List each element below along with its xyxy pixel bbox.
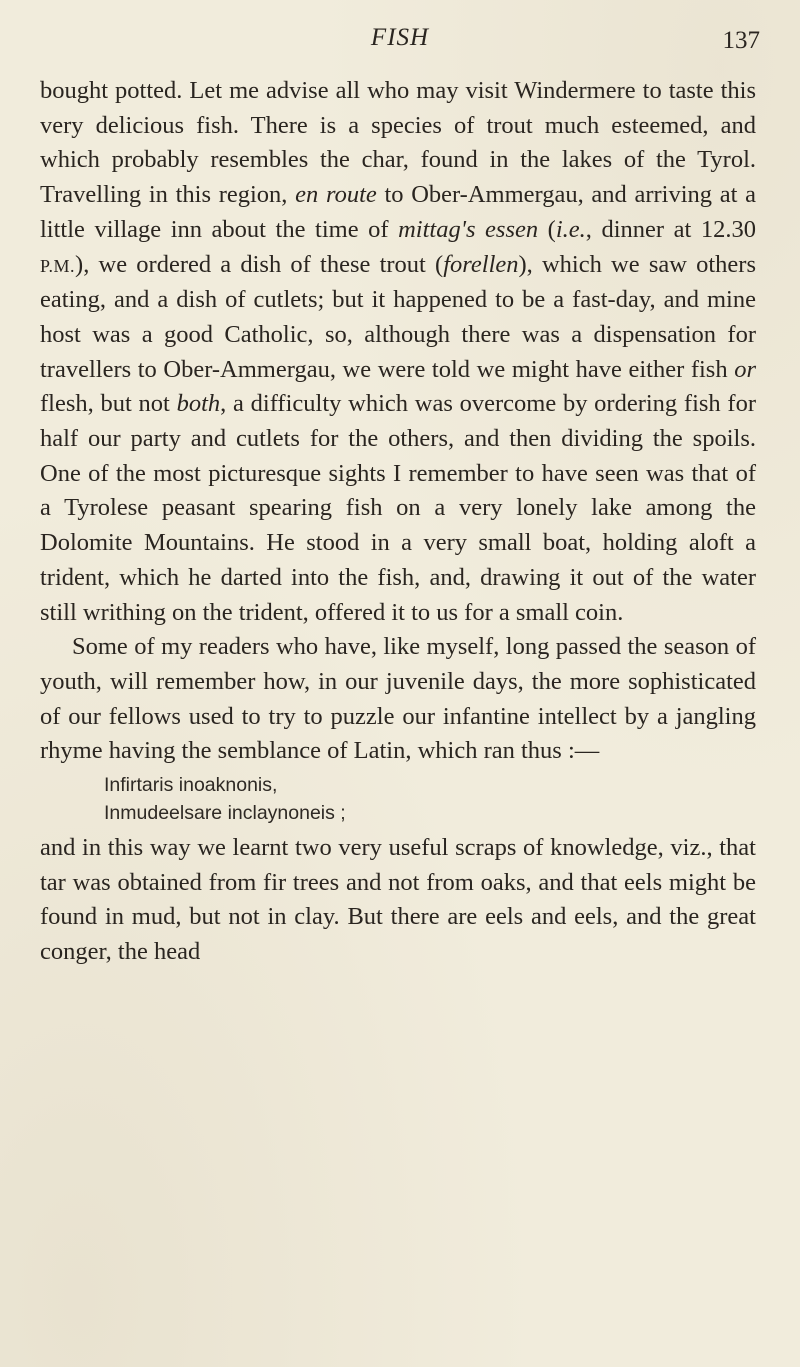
paragraph-eels: and in this way we learnt two very useful scraps of knowledge, viz., that tar was obtained from fir trees and not from oaks, and that eels might be found in mud, but not in clay. But there are eels and eels, and the great conger, the head	[40, 834, 756, 966]
page-number: 137	[722, 27, 760, 54]
verse-line: Infirtaris inoaknonis,	[104, 774, 278, 797]
paragraph-rhyme-intro: Some of my readers who have, like myself, long passed the season of youth, will remember how, in our juvenile days, the more sophisticated of our fellows used to try to puzzle our infantine intellect by a jangling rhyme having the semblance of Latin, which ran thus :—	[40, 633, 756, 765]
running-head-title: FISH	[370, 24, 430, 51]
paragraph-trout: bought potted. Let me advise all who may visit Windermere to taste this very delicious fish. There is a species of trout much esteemed, and which probably resembles the char, found in the lakes of the Tyrol. Travelling in this region, en route to Ober-Ammergau, and arriving at a little village inn about the time of mittag's essen (i.e., dinner at 12.30 P.M.), we ordered a dish of these trout (forellen), which we saw others eating, and a dish of cutlets; but it happened to be a fast-day, and mine host was a good Catholic, so, although there was a dispensation for travellers to Ober-Ammergau, we were told we might have either fish or flesh, but not both, a difficulty which was overcome by ordering fish for half our party and cutlets for the others, and then dividing the spoils. One of the most picturesque sights I remember to have seen was that of a Tyrolese peasant spearing fish on a very lonely lake among the Dolomite Mountains. He stood in a very small boat, holding aloft a trident, which he darted into the fish, and, drawing it out of the water still writhing on the trident, offered it to us for a small coin.	[40, 77, 757, 626]
body-text	[40, 74, 756, 970]
verse-line: Inmudeelsare inclaynoneis ;	[104, 802, 346, 825]
latin-rhyme	[40, 771, 756, 827]
running-head	[0, 18, 800, 58]
